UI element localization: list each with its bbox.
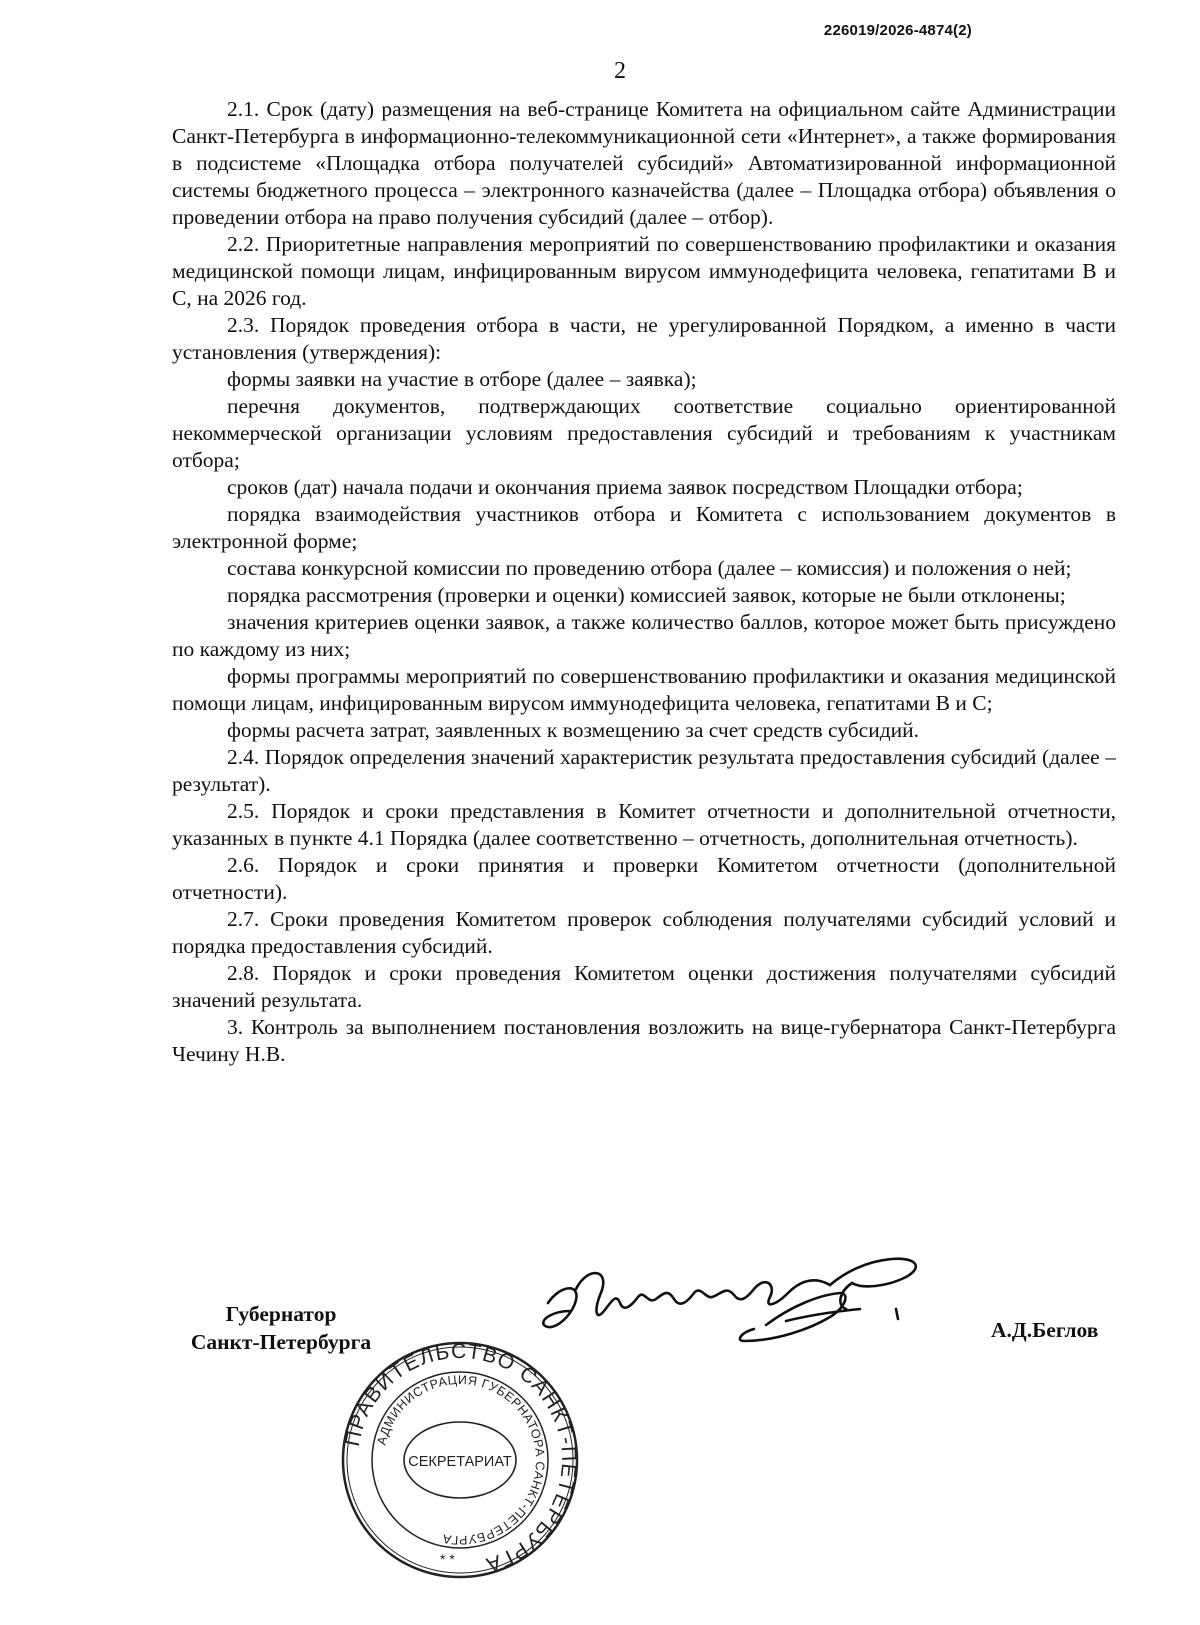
paragraph-2-8: 2.8. Порядок и сроки проведения Комитетом оценки достижения получателями субсидий значений результата. bbox=[172, 961, 1116, 1012]
seal-center-text: СЕКРЕТАРИАТ bbox=[408, 1454, 512, 1470]
handwritten-signature bbox=[540, 1255, 980, 1365]
paragraph-3: 3. Контроль за выполнением постановления возложить на вице-губернатора Санкт-Петербурга Чечину Н.В. bbox=[172, 1015, 1116, 1066]
seal-inner-text: АДМИНИСТРАЦИЯ ГУБЕРНАТОРА САНКТ-ПЕТЕРБУРГА bbox=[374, 1372, 548, 1548]
document-body bbox=[172, 96, 1116, 1068]
list-item-criteria: значения критериев оценки заявок, а также количество баллов, которое может быть присуждено по каждому из них; bbox=[172, 610, 1116, 661]
list-item-application-form: формы заявки на участие в отборе (далее – заявка); bbox=[227, 367, 697, 391]
document-registration-number: 226019/2026-4874(2) bbox=[823, 22, 972, 39]
page-number: 2 bbox=[614, 58, 626, 84]
list-item-commission: состава конкурсной комиссии по проведению отбора (далее – комиссия) и положения о ней; bbox=[227, 556, 1072, 580]
signatory-title-line-2: Санкт-Петербурга bbox=[190, 1330, 372, 1354]
paragraph-2-7: 2.7. Сроки проведения Комитетом проверок соблюдения получателями субсидий условий и порядка предоставления субсидий. bbox=[172, 907, 1116, 958]
list-item-deadlines: сроков (дат) начала подачи и окончания приема заявок посредством Площадки отбора; bbox=[227, 475, 1023, 499]
paragraph-2-5: 2.5. Порядок и сроки представления в Комитет отчетности и дополнительной отчетности, указанных в пункте 4.1 Порядка (далее соответственно – отчетность, дополнительная отчетность). bbox=[172, 799, 1116, 850]
paragraph-2-4: 2.4. Порядок определения значений характеристик результата предоставления субсидий (далее – результат). bbox=[172, 745, 1116, 796]
seal-outer-text: ПРАВИТЕЛЬСТВО САНКТ-ПЕТЕРБУРГА bbox=[340, 1340, 580, 1577]
seal-stars: * * bbox=[440, 1551, 455, 1567]
list-item-program-form: формы программы мероприятий по совершенствованию профилактики и оказания медицинской помощи лицам, инфицированным вирусом иммунодефицита человека, гепатитами В и С; bbox=[172, 664, 1116, 715]
list-item-review-order: порядка рассмотрения (проверки и оценки) комиссией заявок, которые не были отклонены; bbox=[227, 583, 1066, 607]
official-seal bbox=[340, 1340, 580, 1580]
paragraph-2-3: 2.3. Порядок проведения отбора в части, не урегулированной Порядком, а именно в части установления (утверждения): bbox=[172, 313, 1116, 364]
signatory-name: А.Д.Беглов bbox=[991, 1318, 1099, 1342]
paragraph-2-6: 2.6. Порядок и сроки принятия и проверки Комитетом отчетности (дополнительной отчетности). bbox=[172, 853, 1116, 904]
signatory-title-line-1: Губернатор bbox=[225, 1302, 337, 1326]
list-item-documents-list: перечня документов, подтверждающих соответствие социально ориентированной некоммерческой организации условиям предоставления субсидий и требованиям к участникам отбора; bbox=[172, 394, 1116, 472]
list-item-interaction: порядка взаимодействия участников отбора и Комитета с использованием документов в электронной форме; bbox=[172, 502, 1116, 553]
paragraph-2-1: 2.1. Срок (дату) размещения на веб-странице Комитета на официальном сайте Администрации Санкт-Петербурга в информационно-телекоммуникационной сети «Интернет», а также формирования в подсистеме «Площадка отбора получателей субсидий» Автоматизированной информационной системы бюджетного процесса – электронного казначейства (далее – Площадка отбора) объявления о проведении отбора на право получения субсидий (далее – отбор). bbox=[172, 97, 1116, 229]
list-item-cost-form: формы расчета затрат, заявленных к возмещению за счет средств субсидий. bbox=[227, 718, 920, 742]
paragraph-2-2: 2.2. Приоритетные направления мероприятий по совершенствованию профилактики и оказания медицинской помощи лицам, инфицированным вирусом иммунодефицита человека, гепатитами В и С, на 2026 год. bbox=[172, 232, 1116, 310]
